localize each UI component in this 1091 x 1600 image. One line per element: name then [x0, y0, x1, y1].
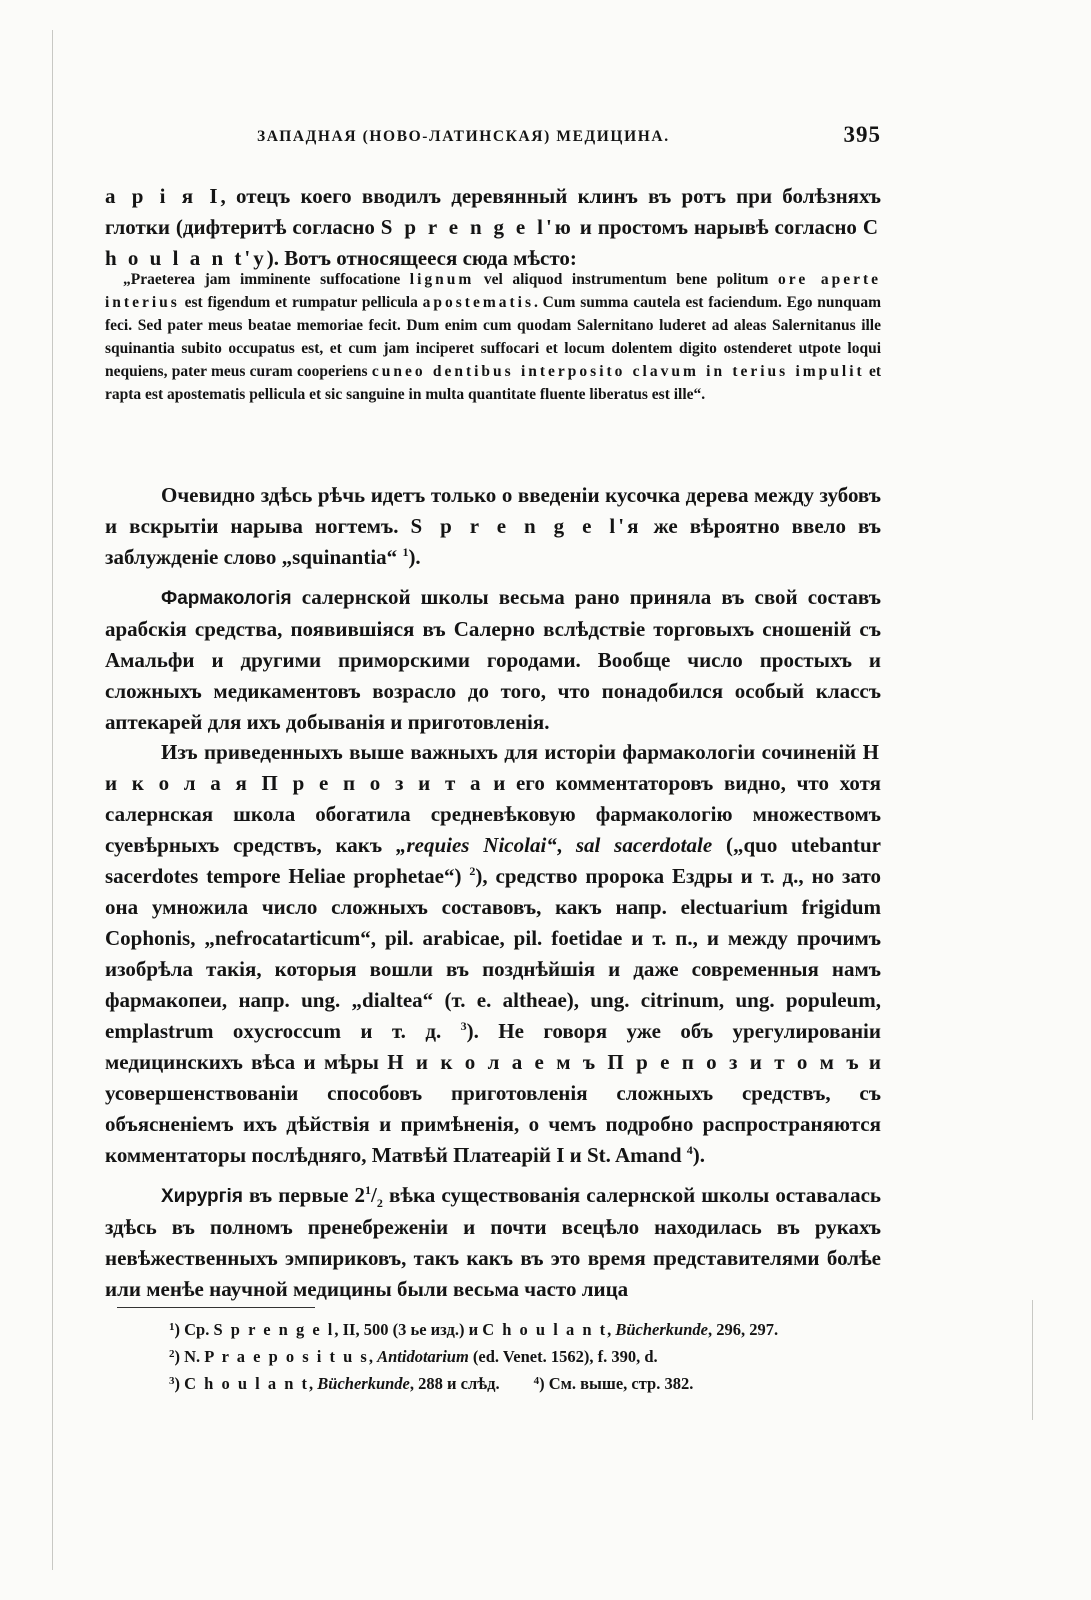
text: , 296, 297.	[707, 1320, 779, 1339]
italic-term: sal sacerdotale	[575, 833, 713, 857]
footnotes	[169, 1315, 881, 1396]
italic-title: Bücherkunde	[317, 1374, 410, 1393]
text: ). Не говоря уже объ урегулированіи медицинскихъ вѣса и мѣры	[105, 1019, 881, 1074]
text: вѣка существованія салернской школы оставалась здѣсь въ полномъ пренебреженіи и почти всецѣло находилась въ рукахъ невѣжественныхъ эмпириковъ, такъ какъ въ это время представителями болѣе или менѣе научной медицины были весьма часто лица	[105, 1183, 881, 1301]
italic-title: Antidotarium	[377, 1347, 469, 1366]
text: ) См. выше, стр. 382.	[539, 1374, 694, 1393]
page-edge-left	[52, 30, 53, 1570]
name-spaced: Н и к о л а я П р е п о з и т а	[105, 740, 881, 795]
text: ), средство пророка Ездры и т. д., но зато она умножила число сложныхъ составовъ, какъ напр. electuarium frigidum Cophonis, „nefrocatarticum“, pil. arabicae, pil. foetidae и т. п., и между прочимъ изобрѣла такія, которыя вошли въ позднѣйшія и даже современныя намъ фармакопеи, напр. ung. „dialtea“ (т. е. altheae), ung. citrinum, ung. populeum, emplastrum oxycroccum и т. д.	[105, 864, 881, 1043]
paragraph-pharmacology	[105, 582, 881, 738]
section-heading-surgery: Хирургія	[161, 1186, 243, 1207]
latin-quotation	[105, 268, 881, 406]
paragraph-interpretation	[105, 480, 881, 573]
italic-term: „requies Nicolai“	[395, 833, 557, 857]
text: , II, 500 (3 ье изд.) и	[334, 1320, 483, 1339]
fraction-numerator: 1	[365, 1183, 372, 1197]
quote-spaced: ore aperte interius	[105, 271, 882, 311]
name-spaced: Н и к о л а е м ъ П р е п о з и т о м ъ	[387, 1050, 861, 1074]
quote-spaced: apostematis	[422, 294, 535, 311]
text: („quo utebantur sacerdotes tempore Heliae prophetae“)	[105, 833, 882, 888]
name-spaced: C h o u l a n t'у	[105, 215, 882, 270]
text: )	[174, 1374, 185, 1393]
footnote-marker: 4	[533, 1375, 540, 1387]
footnote	[169, 1369, 881, 1396]
text: и его комментаторовъ видно, что хотя салернская школа обогатила средневѣковую фармакологію множествомъ суевѣрныхъ средствъ, какъ	[105, 771, 881, 857]
text: ).	[408, 545, 421, 569]
text: ).	[692, 1143, 706, 1167]
text: (ed. Venet. 1562), f. 390, d.	[468, 1347, 658, 1366]
text: ,	[368, 1347, 378, 1366]
footnote-ref: 4	[686, 1143, 693, 1157]
name-spaced: S p r e n g e l'я	[410, 514, 642, 538]
footnote	[169, 1342, 881, 1369]
text: ,	[607, 1320, 616, 1339]
text: Очевидно здѣсь рѣчь идетъ только о введеніи кусочка дерева между зубовъ и вскрытіи нарыва ногтемъ.	[105, 483, 881, 538]
intro-paragraph	[105, 181, 881, 274]
text: ,	[556, 833, 576, 857]
name-spaced: C h o u l a n t	[184, 1374, 310, 1393]
quote-spaced: cuneo dentibus interposito clavum in terius impulit	[371, 363, 865, 380]
fraction-slash: /	[371, 1183, 377, 1207]
italic-title: Bücherkunde	[615, 1320, 708, 1339]
text: Изъ приведенныхъ выше важныхъ для исторіи фармакологіи сочиненій	[161, 740, 863, 764]
text: въ первые 2	[242, 1183, 366, 1207]
page-edge-right	[1032, 1300, 1033, 1420]
footnote-marker: 1	[169, 1321, 175, 1333]
name-spaced: S p r e n g e l'ю	[380, 215, 574, 239]
text: же вѣроятно ввело въ заблужденіе слово „squinantia“	[105, 514, 882, 569]
footnote-marker: 2	[169, 1348, 175, 1360]
running-head	[105, 122, 881, 152]
paragraph-surgery	[105, 1180, 881, 1305]
quote-spaced: lignum	[409, 271, 475, 288]
quote-text: vel aliquod instrumentum bene politum	[474, 271, 779, 288]
text: ,	[309, 1374, 318, 1393]
footnote-ref: 2	[469, 864, 476, 878]
running-title: ЗАПАДНАЯ (НОВО-ЛАТИНСКАЯ) МЕДИЦИНА.	[257, 128, 670, 145]
text: салернской школы весьма рано приняла въ свой составъ арабскія средства, появившіяся въ Салерно вслѣдствіе торговыхъ сношеній съ Амальфи и другими приморскими городами. Вообще число простыхъ и сложныхъ медикаментовъ возрасло до того, что понадобился особый классъ аптекарей для ихъ добыванія и приготовленія.	[105, 585, 881, 734]
text: ). Вотъ относящееся сюда мѣсто:	[266, 246, 577, 270]
paragraph-nicolaus	[105, 737, 881, 1171]
footnote-rule	[117, 1307, 315, 1308]
text: , 288 и слѣд.	[409, 1374, 500, 1393]
quote-text: . Cum summa cautela est faciendum. Ego nunquam feci. Sed pater meus beatae memoriae fecit. Dum enim cum quodam Salernitano luderet ad aleas Salernitanus ille squinantia subito occupatus est, et cum jam inciperet suffocari et locum dolentem digito ostenderet utpote loqui nequiens, pater meus curam cooperiens	[105, 294, 881, 380]
footnote-ref: 1	[402, 545, 409, 559]
footnote	[169, 1315, 881, 1342]
section-heading-pharmacology: Фармакологія	[161, 588, 292, 609]
name-spaced: P r a e p o s i t u s	[204, 1347, 369, 1366]
text: и усовершенствованіи способовъ приготовленія сложныхъ средствъ, съ объясненіемъ ихъ дѣйствія и примѣненія, о чемъ подробно распространяются комментаторы послѣдняго, Матвѣй Платеарій I и St. Amand	[105, 1050, 881, 1167]
name-spaced: a p i я I	[105, 184, 221, 208]
quote-text: est figendum et rumpatur pellicula	[179, 294, 423, 311]
text: , отецъ коего вводилъ деревянный клинъ въ ротъ при болѣзняхъ глотки (дифтеритѣ согласно	[105, 184, 881, 239]
text: ) N.	[174, 1347, 205, 1366]
text: и простомъ нарывѣ согласно	[573, 215, 863, 239]
quote-text: „Praeterea jam imminente suffocatione	[123, 271, 410, 288]
footnote-marker: 3	[169, 1375, 175, 1387]
fraction-denominator: 2	[376, 1196, 383, 1211]
footnote-ref: 3	[460, 1019, 467, 1033]
quote-text: et rapta est apostematis pellicula et sic sanguine in multa quantitate fluente liberatus est ille“.	[105, 363, 881, 403]
page-number: 395	[843, 122, 881, 147]
name-spaced: S p r e n g e l	[213, 1320, 335, 1339]
text: ) Cp.	[174, 1320, 214, 1339]
name-spaced: C h o u l a n t	[482, 1320, 608, 1339]
